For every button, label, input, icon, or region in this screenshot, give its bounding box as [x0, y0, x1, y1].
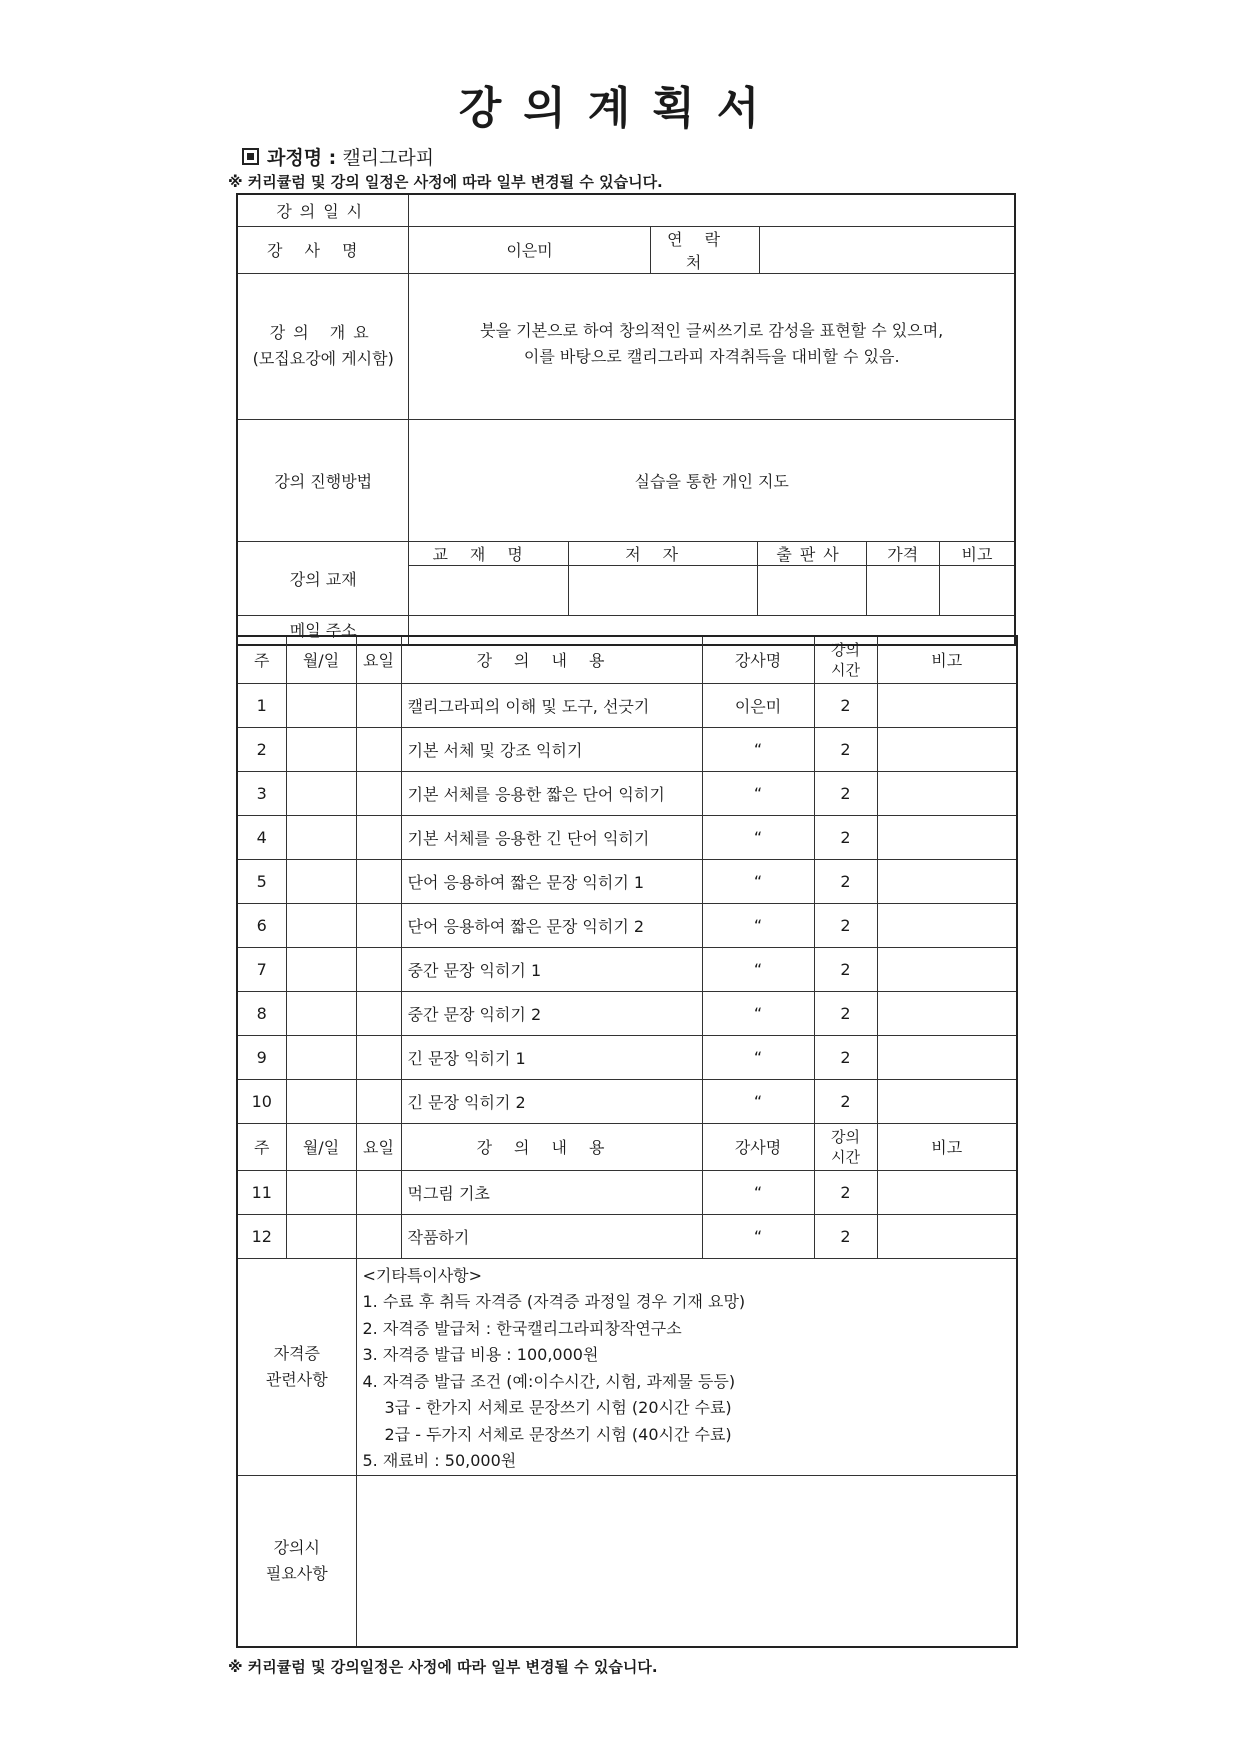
instructor-cell: “ — [702, 947, 814, 991]
requirements-label: 강의시 필요사항 — [237, 1475, 356, 1647]
note-cell — [877, 991, 1017, 1035]
header-week: 주 — [237, 1123, 286, 1170]
week-cell: 3 — [237, 771, 286, 815]
content-cell: 긴 문장 익히기 1 — [401, 1035, 702, 1079]
day-cell — [356, 1214, 401, 1258]
week-cell: 4 — [237, 815, 286, 859]
table-row — [237, 1170, 1017, 1214]
hours-cell: 2 — [814, 859, 877, 903]
textbook-header-author: 저자 — [568, 541, 757, 565]
instructor-cell: “ — [702, 903, 814, 947]
note-cell — [877, 1079, 1017, 1123]
overview-label: 강의 개요 (모집요강에 게시함) — [237, 273, 409, 419]
content-cell: 먹그림 기초 — [401, 1170, 702, 1214]
date-cell — [286, 771, 356, 815]
cert-line: 2. 자격증 발급처 : 한국캘리그라피창작연구소 — [362, 1318, 682, 1338]
content-cell: 기본 서체를 응용한 긴 단어 익히기 — [401, 815, 702, 859]
week-cell: 2 — [237, 727, 286, 771]
contact-value — [759, 226, 1015, 273]
date-cell — [286, 1035, 356, 1079]
header-date: 월/일 — [286, 636, 356, 683]
date-cell — [286, 1214, 356, 1258]
day-cell — [356, 859, 401, 903]
header-hours: 강의 시간 — [814, 1123, 877, 1170]
cert-line: 3. 자격증 발급 비용 : 100,000원 — [362, 1345, 599, 1364]
content-cell: 긴 문장 익히기 2 — [401, 1079, 702, 1123]
table-row — [237, 683, 1017, 727]
note-cell — [877, 683, 1017, 727]
week-cell: 7 — [237, 947, 286, 991]
day-cell — [356, 1079, 401, 1123]
email-label: 메일 주소 — [237, 615, 409, 645]
content-cell: 단어 응용하여 짧은 문장 익히기 2 — [401, 903, 702, 947]
day-cell — [356, 1170, 401, 1214]
textbook-header-title: 교재명 — [409, 541, 568, 565]
cert-line: <기타특이사항> — [362, 1265, 483, 1285]
day-cell — [356, 947, 401, 991]
textbook-price-value — [866, 565, 939, 615]
schedule-table — [236, 635, 1018, 1648]
cert-line: 3급 - 한가지 서체로 문장쓰기 시험 (20시간 수료) — [384, 1398, 732, 1417]
note-cell — [877, 859, 1017, 903]
week-cell: 10 — [237, 1079, 286, 1123]
day-cell — [356, 815, 401, 859]
note-cell — [877, 727, 1017, 771]
instructor-cell: “ — [702, 1079, 814, 1123]
textbook-title-value — [409, 565, 568, 615]
course-label: 과정명 : — [267, 147, 337, 169]
date-cell — [286, 991, 356, 1035]
week-cell: 6 — [237, 903, 286, 947]
note-cell — [877, 903, 1017, 947]
textbook-note-value — [939, 565, 1015, 615]
hours-cell: 2 — [814, 991, 877, 1035]
hours-cell: 2 — [814, 727, 877, 771]
note-cell — [877, 1214, 1017, 1258]
instructor-cell: “ — [702, 727, 814, 771]
hours-cell: 2 — [814, 947, 877, 991]
instructor-cell: “ — [702, 1035, 814, 1079]
hours-cell: 2 — [814, 815, 877, 859]
textbook-author-value — [568, 565, 757, 615]
table-row — [237, 1035, 1017, 1079]
header-instructor: 강사명 — [702, 1123, 814, 1170]
header-content: 강의내용 — [401, 1123, 702, 1170]
contact-label: 연락처 — [650, 226, 759, 273]
info-table — [236, 193, 1016, 646]
header-hours: 강의 시간 — [814, 636, 877, 683]
textbook-label: 강의 교재 — [237, 541, 409, 615]
day-cell — [356, 727, 401, 771]
hours-cell: 2 — [814, 903, 877, 947]
content-cell: 단어 응용하여 짧은 문장 익히기 1 — [401, 859, 702, 903]
day-cell — [356, 991, 401, 1035]
lecture-date-value — [409, 194, 1015, 226]
table-row — [237, 1079, 1017, 1123]
date-cell — [286, 815, 356, 859]
date-cell — [286, 947, 356, 991]
week-cell: 8 — [237, 991, 286, 1035]
date-cell — [286, 903, 356, 947]
header-content: 강의내용 — [401, 636, 702, 683]
week-cell: 9 — [237, 1035, 286, 1079]
header-note: 비고 — [877, 636, 1017, 683]
content-cell: 중간 문장 익히기 2 — [401, 991, 702, 1035]
day-cell — [356, 683, 401, 727]
table-row — [237, 903, 1017, 947]
header-date: 월/일 — [286, 1123, 356, 1170]
notice-top: ※ 커리큘럼 및 강의 일정은 사정에 따라 일부 변경될 수 있습니다. — [228, 173, 663, 191]
course-name-line — [242, 143, 434, 170]
textbook-header-price: 가격 — [866, 541, 939, 565]
course-value: 캘리그라피 — [342, 147, 435, 169]
date-cell — [286, 683, 356, 727]
cert-line: 1. 수료 후 취득 자격증 (자격증 과정일 경우 기재 요망) — [362, 1292, 746, 1311]
instructor-cell: “ — [702, 1170, 814, 1214]
note-cell — [877, 1035, 1017, 1079]
day-cell — [356, 903, 401, 947]
week-cell: 12 — [237, 1214, 286, 1258]
hours-cell: 2 — [814, 1214, 877, 1258]
content-cell: 기본 서체를 응용한 짧은 단어 익히기 — [401, 771, 702, 815]
note-cell — [877, 947, 1017, 991]
cert-line: 5. 재료비 : 50,000원 — [362, 1451, 517, 1470]
instructor-cell: “ — [702, 859, 814, 903]
header-day: 요일 — [356, 636, 401, 683]
overview-value: 붓을 기본으로 하여 창의적인 글씨쓰기로 감성을 표현할 수 있으며, 이를 바탕으로 캘리그라피 자격취득을 대비할 수 있음. — [409, 273, 1015, 419]
instructor-label: 강사명 — [237, 226, 409, 273]
instructor-cell: “ — [702, 815, 814, 859]
page-title: 강의계획서 — [458, 83, 782, 134]
textbook-header-note: 비고 — [939, 541, 1015, 565]
table-row — [237, 947, 1017, 991]
cert-notes — [356, 1258, 1017, 1475]
date-cell — [286, 859, 356, 903]
method-value: 실습을 통한 개인 지도 — [409, 419, 1015, 541]
instructor-cell: “ — [702, 991, 814, 1035]
note-cell — [877, 1170, 1017, 1214]
date-cell — [286, 1170, 356, 1214]
note-cell — [877, 815, 1017, 859]
hours-cell: 2 — [814, 771, 877, 815]
schedule-header-row — [237, 1123, 1017, 1170]
method-label: 강의 진행방법 — [237, 419, 409, 541]
day-cell — [356, 1035, 401, 1079]
textbook-header-publisher: 출판사 — [757, 541, 866, 565]
content-cell: 작품하기 — [401, 1214, 702, 1258]
table-row — [237, 1214, 1017, 1258]
week-cell: 1 — [237, 683, 286, 727]
header-note: 비고 — [877, 1123, 1017, 1170]
day-cell — [356, 771, 401, 815]
filled-square-icon — [242, 148, 259, 165]
instructor-cell: “ — [702, 1214, 814, 1258]
table-row — [237, 771, 1017, 815]
content-cell: 캘리그라피의 이해 및 도구, 선긋기 — [401, 683, 702, 727]
content-cell: 중간 문장 익히기 1 — [401, 947, 702, 991]
table-row — [237, 991, 1017, 1035]
cert-line: 4. 자격증 발급 조건 (예:이수시간, 시험, 과제물 등등) — [362, 1371, 736, 1391]
hours-cell: 2 — [814, 683, 877, 727]
lecture-date-label: 강의일시 — [237, 194, 409, 226]
hours-cell: 2 — [814, 1170, 877, 1214]
table-row — [237, 815, 1017, 859]
table-row — [237, 727, 1017, 771]
cert-line: 2급 - 두가지 서체로 문장쓰기 시험 (40시간 수료) — [384, 1424, 732, 1444]
header-instructor: 강사명 — [702, 636, 814, 683]
textbook-publisher-value — [757, 565, 866, 615]
hours-cell: 2 — [814, 1035, 877, 1079]
hours-cell: 2 — [814, 1079, 877, 1123]
date-cell — [286, 1079, 356, 1123]
header-day: 요일 — [356, 1123, 401, 1170]
week-cell: 5 — [237, 859, 286, 903]
requirements-value — [356, 1475, 1017, 1647]
instructor-value: 이은미 — [409, 226, 650, 273]
schedule-header-row — [237, 636, 1017, 683]
header-week: 주 — [237, 636, 286, 683]
content-cell: 기본 서체 및 강조 익히기 — [401, 727, 702, 771]
note-cell — [877, 771, 1017, 815]
week-cell: 11 — [237, 1170, 286, 1214]
date-cell — [286, 727, 356, 771]
table-row — [237, 859, 1017, 903]
instructor-cell: 이은미 — [702, 683, 814, 727]
cert-label: 자격증 관련사항 — [237, 1258, 356, 1475]
notice-bottom: ※ 커리큘럼 및 강의일정은 사정에 따라 일부 변경될 수 있습니다. — [228, 1658, 658, 1676]
instructor-cell: “ — [702, 771, 814, 815]
